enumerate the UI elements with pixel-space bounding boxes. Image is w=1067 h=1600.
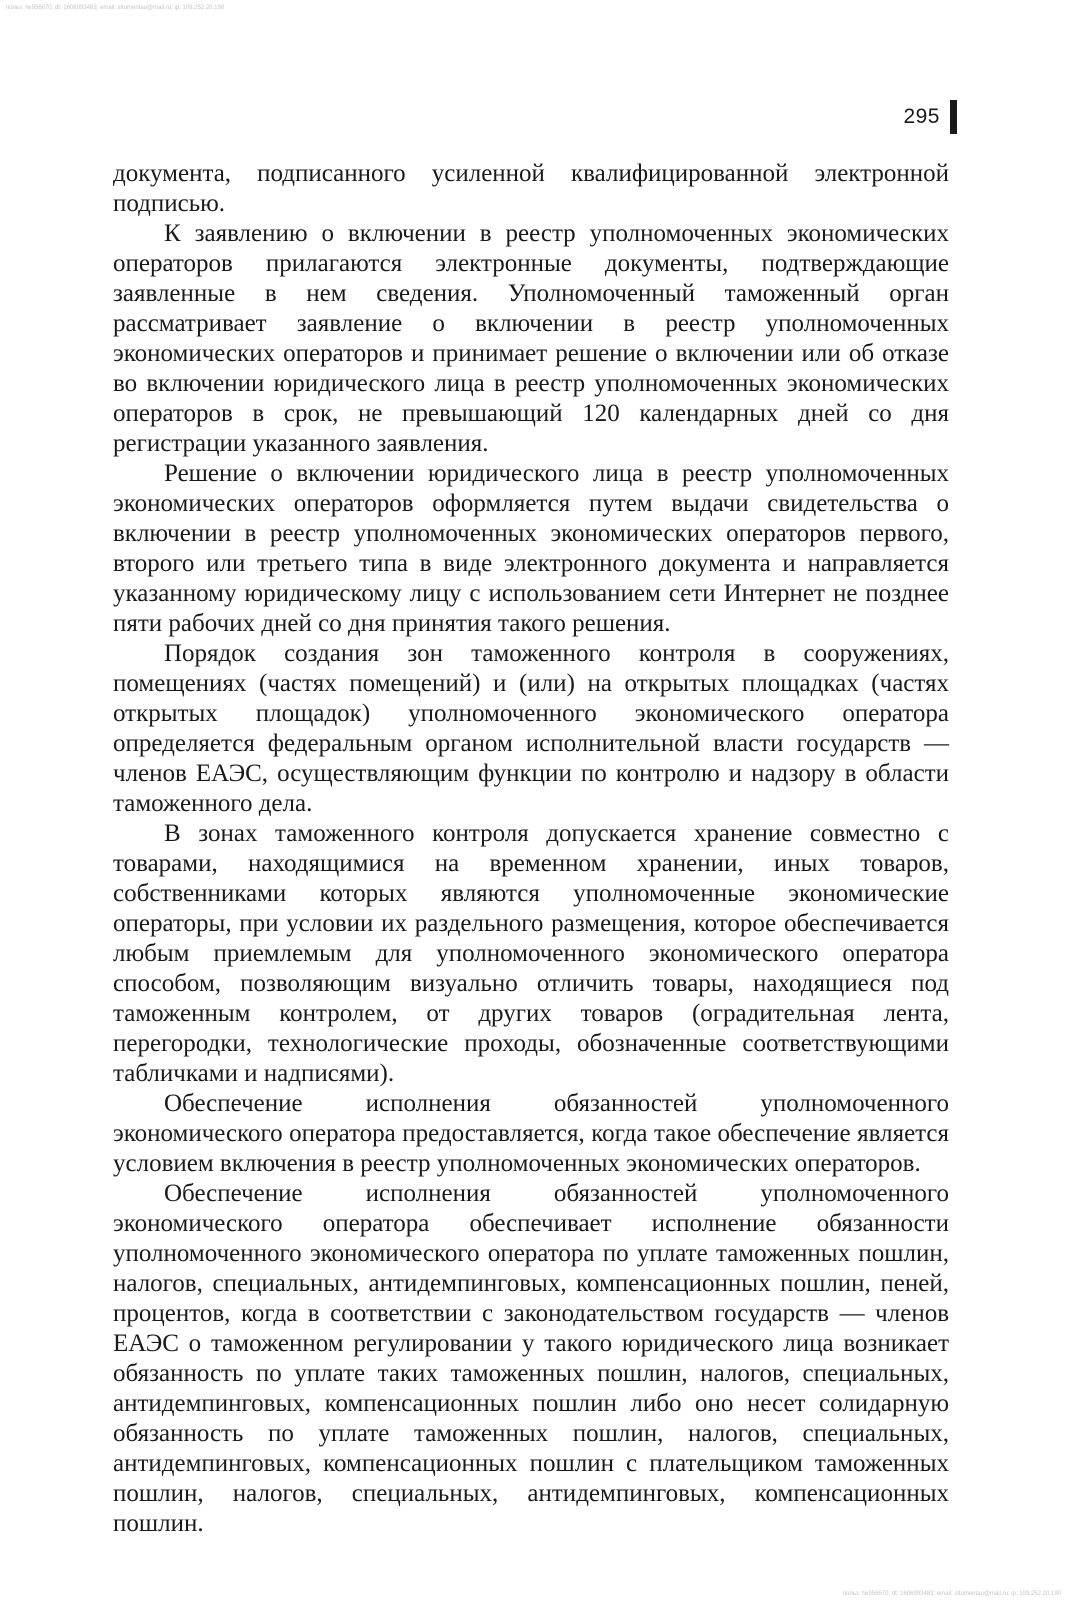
paragraph: В зонах таможенного контроля допускается хранение совместно с товарами, находящимися на временном хранении, иных товаров, собственниками которых являются уполномоченные экономические операторы, при условии их раздельного размещения, которое обеспечивается любым приемлемым для уполномоченного экономического оператора способом, позволяющим визуально отличить товары, находящиеся под таможенным контролем, от других товаров (оградительная лента, перегородки, технологические проходы, обозначенные соответствующими табличками и надписями). bbox=[113, 820, 949, 1087]
paragraph: Решение о включении юридического лица в реестр уполномоченных экономических операторов оформляется путем выдачи свидетельства о включении в реестр уполномоченных экономических операторов первого, второго или третьего типа в виде электронного документа и направляется указанному юридическому лицу с использованием сети Интернет не позднее пяти рабочих дней со дня принятия такого решения. bbox=[113, 460, 949, 637]
paragraph-continued: документа, подписанного усиленной квалифицированной электронной подписью. bbox=[113, 160, 949, 217]
paragraph: Обеспечение исполнения обязанностей уполномоченного экономического оператора обеспечивает исполнение обязанности уполномоченного экономического оператора по уплате таможенных пошлин, налогов, специальных, антидемпинговых, компенсационных пошлин, пеней, процентов, когда в соответствии с законодательством государств — членов ЕАЭС о таможенном регулировании у такого юридического лица возникает обязанность по уплате таких таможенных пошлин, налогов, специальных, антидемпинговых, компенсационных пошлин либо оно несет солидарную обязанность по уплате таможенных пошлин, налогов, специальных, антидемпинговых, компенсационных пошлин с плательщиком таможенных пошлин, налогов, специальных, антидемпинговых, компенсационных пошлин. bbox=[113, 1180, 949, 1537]
paragraph: К заявлению о включении в реестр уполномоченных экономических операторов прилагаются электронные документы, подтверждающие заявленные в нем сведения. Уполномоченный таможенный орган рассматривает заявление о включении в реестр уполномоченных экономических операторов и принимает решение о включении или об отказе во включении юридического лица в реестр уполномоченных экономических операторов в срок, не превышающий 120 календарных дней со дня регистрации указанного заявления. bbox=[113, 220, 949, 457]
page-number-bar bbox=[950, 100, 957, 134]
page-header bbox=[903, 100, 957, 134]
page-body bbox=[113, 159, 949, 1539]
paragraph: Порядок создания зон таможенного контроля в сооружениях, помещениях (частях помещений) и (или) на открытых площадках (частях открытых площадок) уполномоченного экономического оператора определяется федеральным органом исполнительной власти государств — членов ЕАЭС, осуществляющим функции по контролю и надзору в области таможенного дела. bbox=[113, 640, 949, 817]
paragraph: Обеспечение исполнения обязанностей уполномоченного экономического оператора предоставляется, когда такое обеспечение является условием включения в реестр уполномоченных экономических операторов. bbox=[113, 1090, 949, 1177]
watermark-bottom: польз. №956670; dt: 1606993483; email: sltumentau@mail.ru; ip: 109.252.20.190 bbox=[842, 1591, 1061, 1597]
watermark-top: польз. №956670; dt: 1606993483; email: sltumentau@mail.ru; ip: 109.252.20.190 bbox=[6, 5, 225, 11]
page-number: 295 bbox=[903, 105, 940, 128]
